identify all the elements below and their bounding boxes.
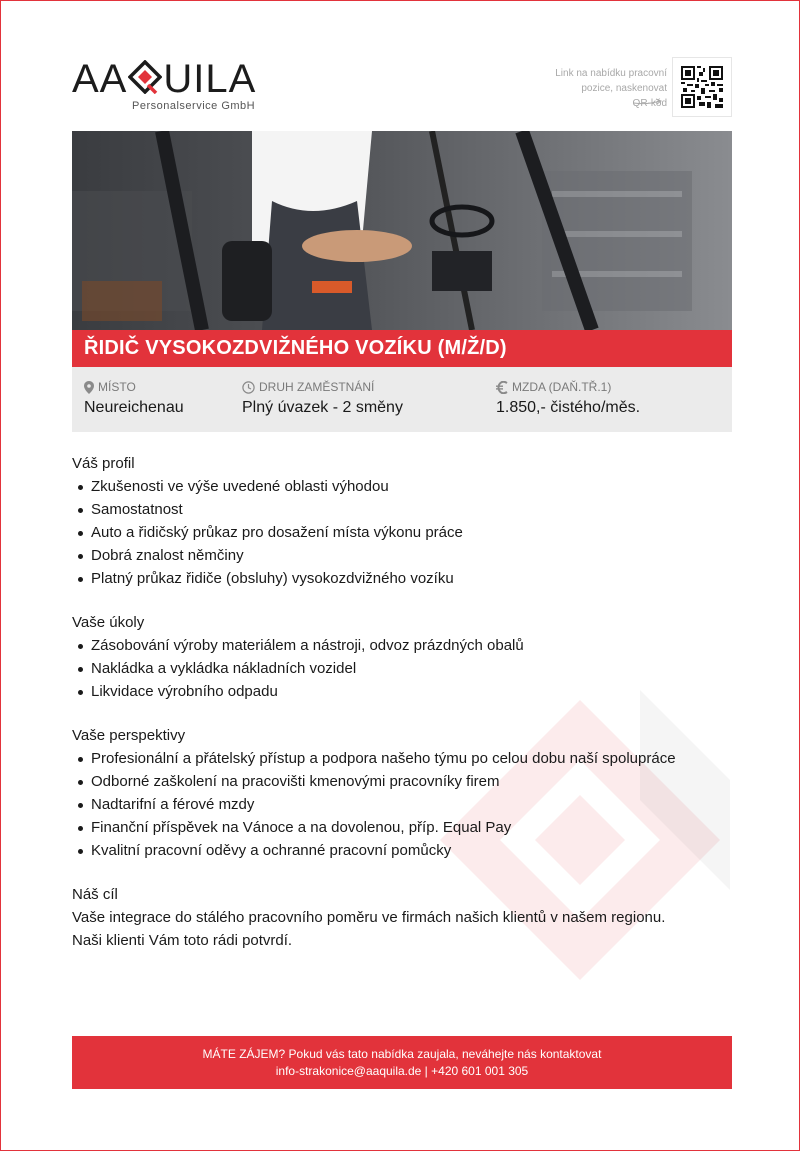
list-item-text: Likvidace výrobního odpadu (91, 683, 278, 700)
arrow-right-icon (633, 96, 663, 106)
goal-section (72, 883, 732, 952)
bullet-icon (78, 531, 83, 536)
forklift-driver-photo (72, 131, 732, 330)
list-item (72, 680, 732, 703)
bullet-icon (78, 826, 83, 831)
list-item-text: Platný průkaz řidiče (obsluhy) vysokozdvižného vozíku (91, 570, 454, 587)
list-item-text: Zásobování výroby materiálem a nástroji, odvoz prázdných obalů (91, 637, 524, 654)
list-item (72, 793, 732, 816)
clock-icon (242, 381, 255, 394)
job-title-bar (72, 330, 732, 367)
bullet-icon (78, 485, 83, 490)
list-item-text: Dobrá znalost němčiny (91, 547, 244, 564)
bullet-icon (78, 508, 83, 513)
list-item-text: Nadtarifní a férové mzdy (91, 796, 255, 813)
bullet-icon (78, 644, 83, 649)
salary-label-row (496, 380, 640, 394)
qr-caption-line: Link na nabídku pracovní (555, 68, 667, 79)
list-item-text: Samostatnost (91, 501, 183, 518)
list-item (72, 657, 732, 680)
location-pin-icon (84, 381, 94, 394)
employment-type-block (242, 380, 403, 417)
logo-wordmark (72, 58, 256, 100)
employment-type-label-row (242, 380, 403, 394)
list-item-text: Zkušenosti ve výše uvedené oblasti výhodou (91, 478, 389, 495)
job-description (72, 452, 732, 973)
list-item (72, 498, 732, 521)
list-item-text: Finanční příspěvek na Vánoce a na dovolenou, příp. Equal Pay (91, 819, 512, 836)
company-logo (72, 58, 272, 118)
perspectives-title: Vaše perspektivy (72, 727, 186, 744)
list-item-text: Nakládka a vykládka nákladních vozidel (91, 660, 357, 677)
salary-label: MZDA (DAŇ.TŘ.1) (512, 380, 612, 394)
euro-icon (496, 381, 508, 394)
list-item (72, 475, 732, 498)
salary-block (496, 380, 640, 417)
perspectives-section (72, 724, 732, 862)
logo-word-left: AA (72, 57, 128, 101)
employment-type-label: DRUH ZAMĚSTNÁNÍ (259, 380, 375, 394)
list-item (72, 747, 732, 770)
profile-list (72, 475, 732, 590)
qr-caption-line: pozice, naskenovat (581, 83, 667, 94)
job-info-strip (72, 367, 732, 432)
goal-title: Náš cíl (72, 886, 118, 903)
logo-word-right: UILA (163, 57, 257, 101)
profile-title: Váš profil (72, 455, 135, 472)
list-item (72, 544, 732, 567)
salary-value: 1.850,- čistého/měs. (496, 399, 641, 416)
bullet-icon (78, 803, 83, 808)
hero-image (72, 131, 732, 330)
list-item (72, 839, 732, 862)
employment-type-value: Plný úvazek - 2 směny (242, 399, 403, 416)
goal-text-line: Naši klienti Vám toto rádi potvrdí. (72, 932, 293, 949)
bullet-icon (78, 780, 83, 785)
footer-cta: MÁTE ZÁJEM? Pokud vás tato nabídka zaujala, neváhejte nás kontaktovat (202, 1047, 602, 1061)
bullet-icon (78, 849, 83, 854)
list-item-text: Profesionální a přátelský přístup a podpora našeho týmu po celou dobu naší spolupráce (91, 750, 676, 767)
list-item-text: Kvalitní pracovní oděvy a ochranné pracovní pomůcky (91, 842, 452, 859)
list-item (72, 521, 732, 544)
logo-subtitle: Personalservice GmbH (132, 100, 256, 112)
perspectives-list (72, 747, 732, 862)
location-label-row (84, 380, 184, 394)
tasks-section (72, 611, 732, 703)
list-item-text: Auto a řidičský průkaz pro dosažení místa výkonu práce (91, 524, 463, 541)
bullet-icon (78, 577, 83, 582)
list-item-text: Odborné zaškolení na pracovišti kmenovými pracovníky firem (91, 773, 500, 790)
tasks-list (72, 634, 732, 703)
qr-code[interactable] (672, 57, 732, 117)
profile-section (72, 452, 732, 590)
contact-footer (72, 1036, 732, 1089)
list-item (72, 816, 732, 839)
bullet-icon (78, 690, 83, 695)
bullet-icon (78, 757, 83, 762)
location-label: MÍSTO (98, 380, 136, 394)
qr-code-icon (681, 66, 723, 108)
location-value: Neureichenau (84, 399, 184, 416)
job-title: ŘIDIČ VYSOKOZDVIŽNÉHO VOZÍKU (M/Ž/D) (84, 337, 507, 359)
list-item (72, 567, 732, 590)
logo-q-icon (128, 60, 162, 94)
list-item (72, 770, 732, 793)
bullet-icon (78, 667, 83, 672)
bullet-icon (78, 554, 83, 559)
qr-caption-line: QR-kód (632, 98, 667, 109)
goal-text-line: Vaše integrace do stálého pracovního poměru ve firmách našich klientů v našem regionu. (72, 909, 666, 926)
tasks-title: Vaše úkoly (72, 614, 145, 631)
location-block (84, 380, 184, 417)
list-item (72, 634, 732, 657)
footer-contact[interactable]: info-strakonice@aaquila.de | +420 601 001 305 (275, 1064, 529, 1078)
